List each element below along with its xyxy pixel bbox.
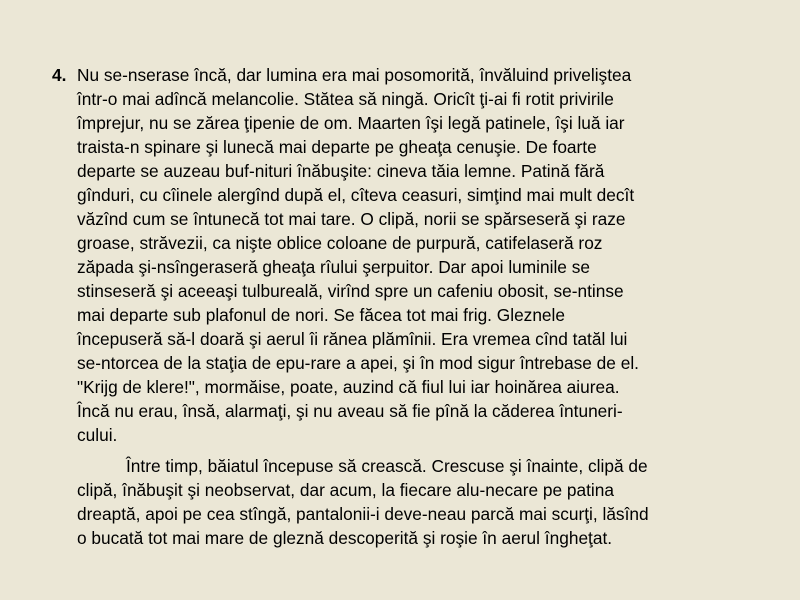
text-line: clipă, înăbuşit şi neobservat, dar acum, la fiecare alu-necare pe patina (77, 480, 614, 500)
text-line: se-ntorcea de la staţia de epu-rare a apei, şi în mod sigur întrebase de el. (77, 353, 639, 373)
text-line: gînduri, cu cîinele alergînd după el, cîteva ceasuri, simţind mai mult decît (77, 185, 635, 205)
text-line: mai departe sub plafonul de nori. Se făcea tot mai frig. Gleznele (77, 305, 565, 325)
text-line: zăpada şi-nsîngeraseră gheaţa rîului şerpuitor. Dar apoi luminile se (77, 257, 590, 277)
text-line: într-o mai adîncă melancolie. Stătea să ningă. Oricît ţi-ai fi rotit privirile (77, 89, 614, 109)
text-line: cului. (77, 425, 118, 445)
text-line: "Krijg de klere!", mormăise, poate, auzind că fiul lui iar hoinărea aiurea. (77, 377, 620, 397)
text-line: groase, străvezii, ca nişte oblice coloane de purpură, catifelaseră roz (77, 233, 603, 253)
text-line: Încă nu erau, însă, alarmaţi, şi nu aveau să fie pînă la căderea întuneri- (77, 401, 623, 421)
paragraph-2 (77, 454, 752, 550)
text-line: Între timp, băiatul începuse să crească. Crescuse şi înainte, clipă de (126, 456, 648, 476)
text-line: împrejur, nu se zărea ţipenie de om. Maarten îşi legă patinele, îşi luă iar (77, 113, 625, 133)
text-line: începuseră să-l doară şi aerul îi rănea plămînii. Era vremea cînd tatăl lui (77, 329, 628, 349)
text-line: departe se auzeau buf-nituri înăbuşite: cineva tăia lemne. Patină fără (77, 161, 605, 181)
text-line: o bucată tot mai mare de gleznă descoperită şi roşie în aerul îngheţat. (77, 528, 613, 548)
paragraph-1 (52, 63, 752, 447)
text-line: dreaptă, apoi pe cea stîngă, pantalonii-i deve-neau parcă mai scurţi, lăsînd (77, 504, 649, 524)
text-body (52, 63, 752, 550)
text-line: Nu se-nserase încă, dar lumina era mai posomorită, învăluind priveliştea (77, 65, 632, 85)
item-number: 4. (52, 65, 67, 85)
text-line: traista-n spinare şi lunecă mai departe pe gheaţa cenuşie. De foarte (77, 137, 597, 157)
text-line: văzînd cum se întunecă tot mai tare. O clipă, norii se spărseseră şi raze (77, 209, 626, 229)
text-line: stinseseră şi aceeaşi tulbureală, virînd spre un cafeniu obosit, se-ntinse (77, 281, 624, 301)
